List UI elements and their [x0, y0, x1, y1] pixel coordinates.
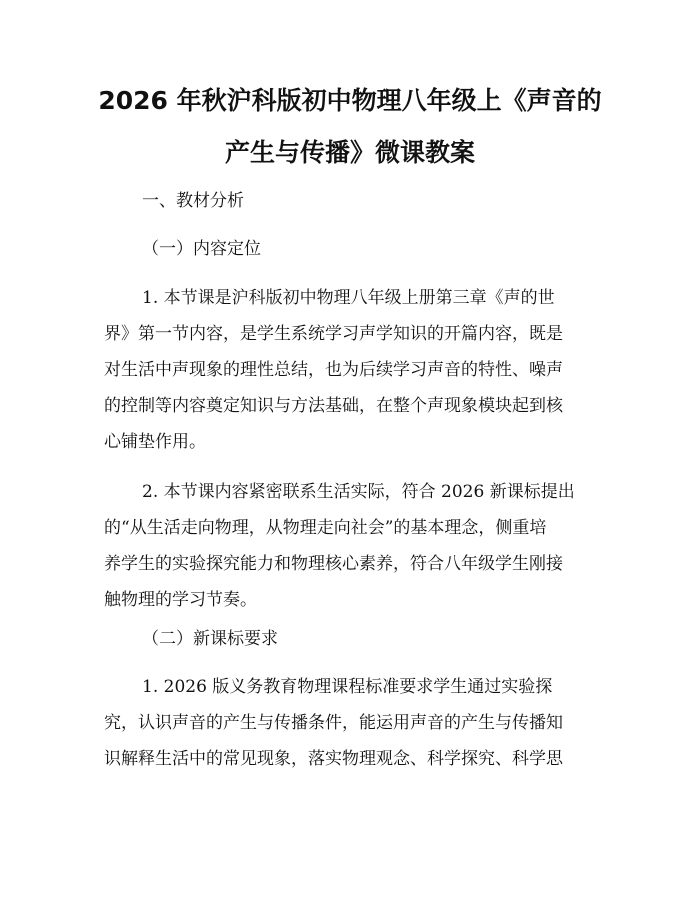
paragraph-line: 究，认识声音的产生与传播条件，能运用声音的产生与传播知	[104, 713, 563, 733]
paragraph-line: 触物理的学习节奏。	[104, 590, 257, 610]
paragraph-line: 2. 本节课内容紧密联系生活实际，符合 2026 新课标提出	[142, 482, 575, 502]
paragraph-line: 识解释生活中的常见现象，落实物理观念、科学探究、科学思	[104, 749, 563, 769]
section-heading: 一、教材分析	[142, 191, 244, 211]
paragraph-line: 1. 本节课是沪科版初中物理八年级上册第三章《声的世	[142, 288, 555, 308]
paragraph-2	[104, 474, 604, 618]
paragraph-line: 心铺垫作用。	[104, 432, 206, 452]
paragraph-3	[104, 669, 604, 777]
paragraph-line: 界》第一节内容，是学生系统学习声学知识的开篇内容，既是	[104, 324, 563, 344]
paragraph-line: 的“从生活走向物理，从物理走向社会”的基本理念，侧重培	[104, 518, 547, 538]
paragraph-line: 养学生的实验探究能力和物理核心素养，符合八年级学生刚接	[104, 554, 563, 574]
paragraph-line: 的控制等内容奠定知识与方法基础，在整个声现象模块起到核	[104, 396, 563, 416]
paragraph-line: 1. 2026 版义务教育物理课程标准要求学生通过实验探	[142, 677, 553, 697]
paragraph-line: 对生活中声现象的理性总结，也为后续学习声音的特性、噪声	[104, 360, 563, 380]
document-title-line-1: 2026 年秋沪科版初中物理八年级上《声音的	[98, 86, 602, 115]
subsection-heading-content-positioning: （一）内容定位	[142, 239, 261, 259]
document-title-line-2: 产生与传播》微课教案	[224, 138, 475, 167]
paragraph-1	[104, 280, 604, 460]
subsection-heading-curriculum-standards: （二）新课标要求	[142, 629, 278, 649]
